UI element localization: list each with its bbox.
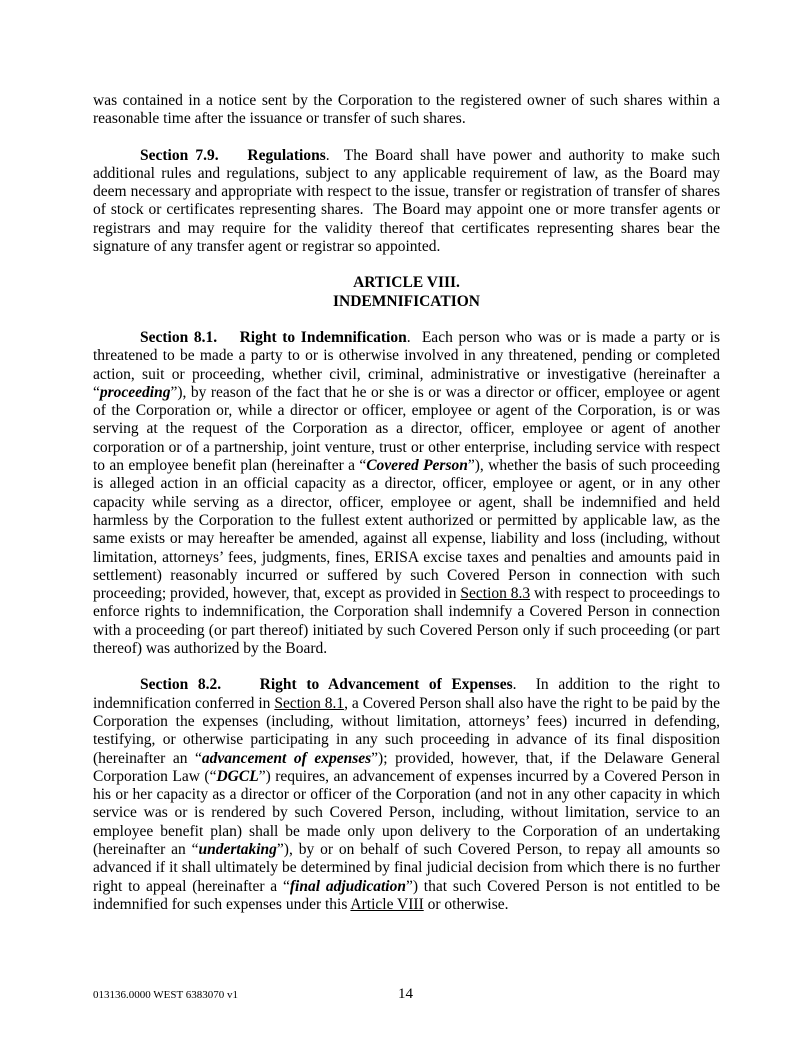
text-run <box>219 147 248 164</box>
paragraph-section-7-9 <box>93 147 720 257</box>
document-body <box>93 92 720 932</box>
text-run: or otherwise. <box>423 895 509 913</box>
article-heading-line1: ARTICLE VIII. <box>353 274 460 292</box>
text-run: proceeding <box>99 383 171 401</box>
text-run: ”); provided, however, that, if the Delaware General Corporation Law (“ <box>93 749 721 785</box>
article-heading <box>93 274 720 311</box>
text-run: with respect to proceedings to enforce rights to indemnification, the Corporation shall indemnify a Covered Person in connection with a proceeding (or part thereof) initiated by such Covered Person only if such proceeding (or part thereof) was authorized by the Board. <box>93 585 720 658</box>
text-run: undertaking <box>198 840 277 858</box>
text-run: Regulations <box>247 146 326 164</box>
text-run: Section 8.1 <box>274 694 345 712</box>
text-run: DGCL <box>216 767 259 785</box>
article-heading-line2: INDEMNIFICATION <box>333 292 480 310</box>
text-run: . The Board shall have power and authority to make such additional rules and regulations, subject to any applicable requirement of law, as the Board may deem necessary and appropriate with respect to the issue, transfer or registration of transfer of shares of stock or certificates representing shares. The Board may appoint one or more transfer agents or registrars and may require for the validity thereof that certificates representing shares bear the signature of any transfer agent or registrar so appointed. <box>93 146 720 256</box>
text-run: advancement of expenses <box>201 749 372 767</box>
paragraph-section-8-1 <box>93 329 720 658</box>
text-run <box>217 329 240 346</box>
paragraph-section-8-2 <box>93 676 720 914</box>
footer-doc-id: 013136.0000 WEST 6383070 v1 <box>93 989 239 1001</box>
page-footer <box>0 985 811 1005</box>
text-run: ”) that such Covered Person is not entitled to be indemnified for such expenses under this <box>93 877 720 913</box>
text-run: Section 8.2. <box>140 676 222 694</box>
text-run: final adjudication <box>289 877 406 895</box>
text-run: Right to Advancement of Expenses <box>259 676 513 694</box>
text-run: Covered Person <box>366 457 468 475</box>
text-run: was contained in a notice sent by the Corporation to the registered owner of such shares within a reasonable time after the issuance or transfer of such shares. <box>93 92 720 128</box>
text-run: Right to Indemnification <box>239 328 407 346</box>
text-run: ”), by reason of the fact that he or she is or was a director or officer, employee or agent of the Corporation or, while a director or officer, employee or agent of the Corporation, is or was serving at the request of the Corporation as a director, officer, employee or agent of another corporation or of a partnership, joint venture, trust or other enterprise, including service with respect to an employee benefit plan (hereinafter a “ <box>93 383 720 475</box>
text-run: ”), by or on behalf of such Covered Person, to repay all amounts so advanced if it shall ultimately be determined by final judicial decision from which there is no further right to appeal (hereinafter a “ <box>93 840 720 895</box>
text-run: . Each person who was or is made a party or is threatened to be made a party to or is otherwise involved in any threatened, pending or completed action, suit or proceeding, whether civil, criminal, administrative or investigative (hereinafter a “ <box>93 328 720 401</box>
paragraph-notice-continuation <box>93 92 720 129</box>
footer-page-number: 14 <box>398 986 413 1002</box>
text-run: Section 7.9. <box>140 146 219 164</box>
text-run: . In addition to the right to indemnification conferred in <box>93 676 720 712</box>
text-run <box>221 676 260 693</box>
text-run: ”), whether the basis of such proceeding is alleged action in an official capacity as a director, officer, employee or agent, or in any other capacity while serving as a director, officer, employee or agent, shall be indemnified and held harmless by the Corporation to the fullest extent authorized or permitted by applicable law, as the same exists or may hereafter be amended, against all expense, liability and loss (including, without limitation, attorneys’ fees, judgments, fines, ERISA excise taxes and penalties and amounts paid in settlement) reasonably incurred or suffered by such Covered Person in connection with such proceeding; provided, however, that, except as provided in <box>93 457 720 603</box>
text-run: ”) requires, an advancement of expenses incurred by a Covered Person in his or her capacity as a director or officer of the Corporation (and not in any other capacity in which service was or is rendered by such Covered Person, including, without limitation, service to an employee benefit plan) shall be made only upon delivery to the Corporation of an undertaking (hereinafter an “ <box>93 767 720 858</box>
text-run: , a Covered Person shall also have the right to be paid by the Corporation the expenses (including, without limitation, attorneys’ fees) incurred in defending, testifying, or otherwise participating in any such proceeding in advance of its final disposition (hereinafter an “ <box>93 694 721 767</box>
text-run: Article VIII <box>350 895 424 913</box>
text-run: Section 8.1. <box>140 328 218 346</box>
text-run: Section 8.3 <box>460 585 531 603</box>
